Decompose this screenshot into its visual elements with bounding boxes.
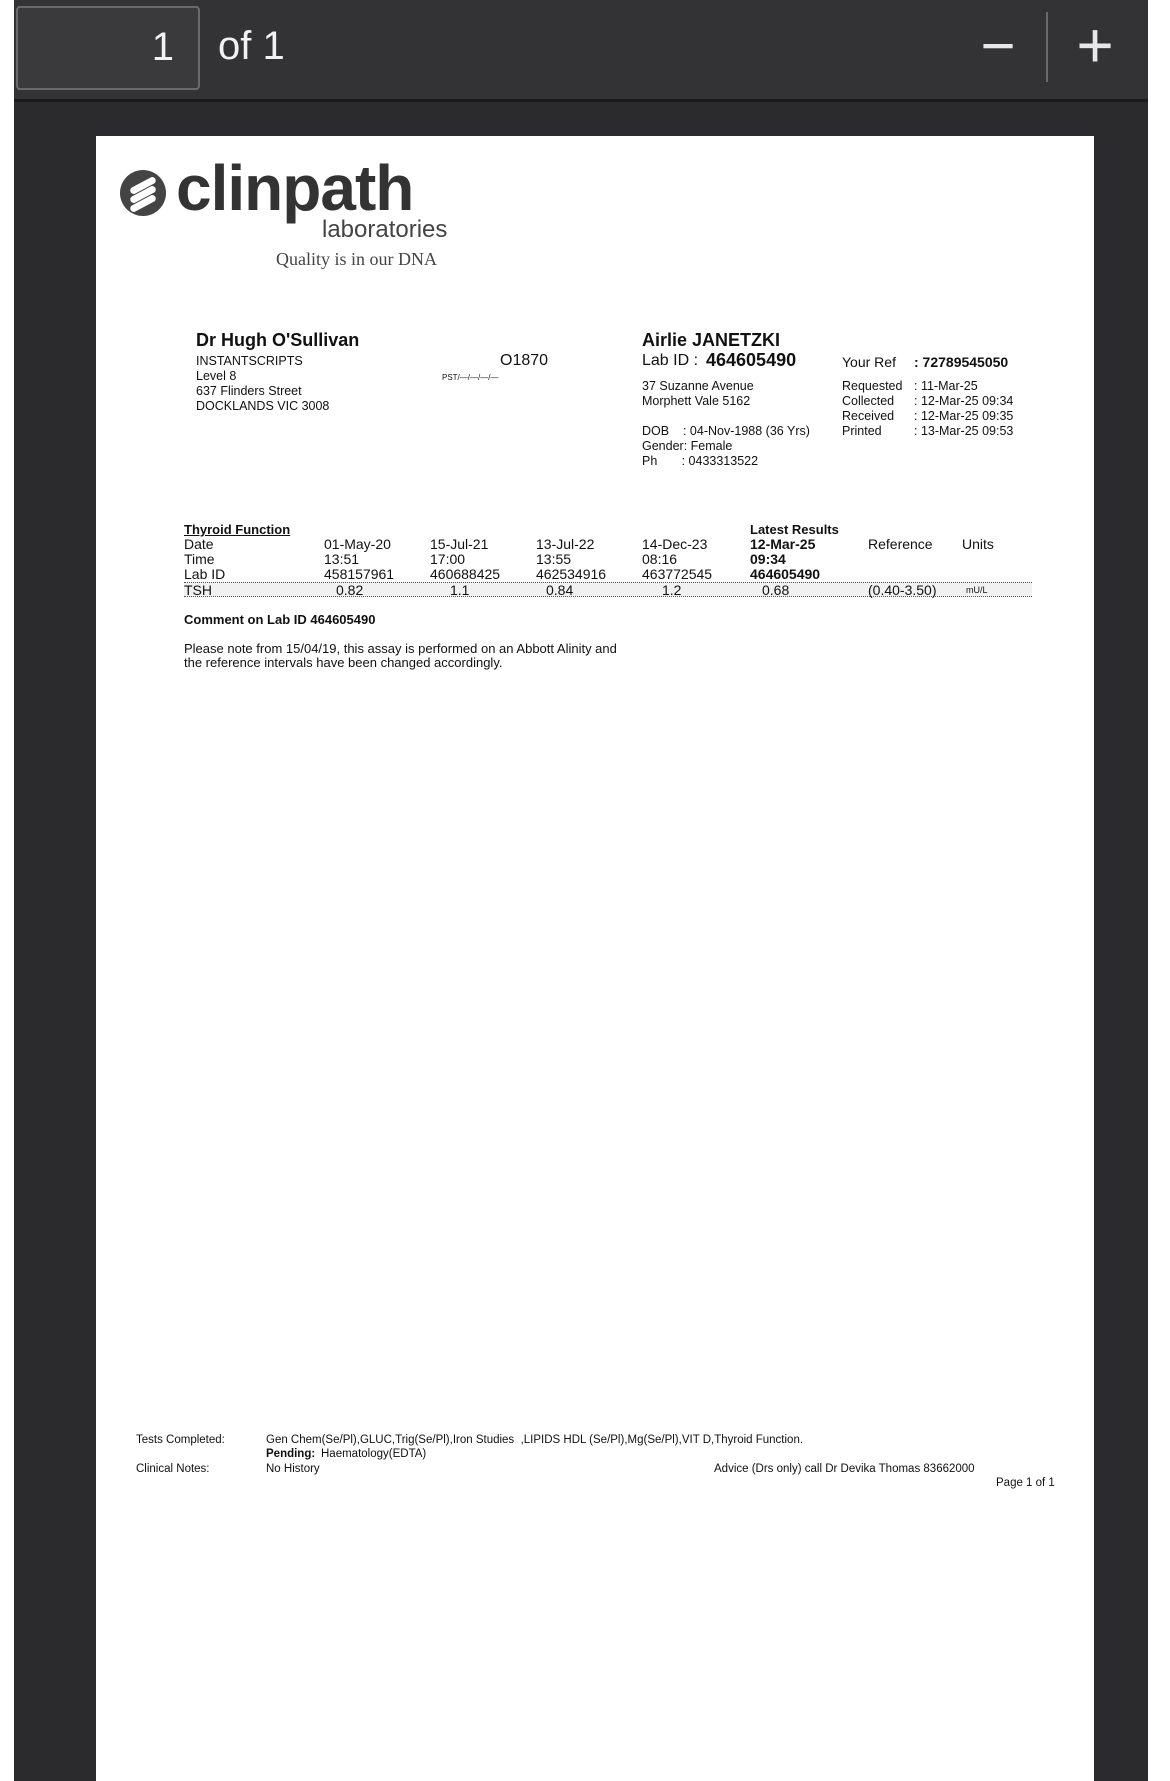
- printed-value: : 13-Mar-25 09:53: [914, 424, 1014, 438]
- results-section-title: Thyroid Function: [184, 522, 291, 537]
- clinical-notes-value: No History: [266, 1463, 320, 1475]
- tests-completed-label: Tests Completed:: [136, 1434, 225, 1446]
- doctor-address-line3: DOCKLANDS VIC 3008: [196, 399, 330, 413]
- table-cell-latest: 0.68: [762, 582, 790, 598]
- requested-value: : 11-Mar-25: [914, 379, 978, 393]
- units-header: Units: [962, 536, 994, 552]
- viewer-toolbar: [14, 0, 1148, 102]
- page-count-label: of 1: [218, 24, 285, 68]
- row-label-lab-id: Lab ID: [184, 566, 226, 582]
- table-cell: 15-Jul-21: [430, 536, 489, 552]
- latest-results-label: Latest Results: [750, 522, 839, 537]
- patient-name: Airlie JANETZKI: [642, 330, 781, 350]
- table-cell: 1.2: [662, 582, 682, 598]
- table-cell: 17:00: [430, 551, 466, 567]
- table-cell: 13:55: [536, 551, 572, 567]
- table-cell: 14-Dec-23: [642, 536, 708, 552]
- your-ref-value: : 72789545050: [914, 354, 1009, 370]
- patient-dob: DOB : 04-Nov-1988 (36 Yrs): [642, 424, 810, 438]
- doctor-practice: INSTANTSCRIPTS: [196, 354, 303, 368]
- pending-value: Haematology(EDTA): [321, 1448, 427, 1460]
- table-cell: 462534916: [536, 566, 607, 582]
- table-cell: 460688425: [430, 566, 501, 582]
- received-value: : 12-Mar-25 09:35: [914, 409, 1014, 423]
- zoom-in-button[interactable]: +: [1076, 9, 1114, 81]
- comment-line1: Please note from 15/04/19, this assay is performed on an Abbott Alinity and: [184, 641, 617, 656]
- doctor-address-line2: 637 Flinders Street: [196, 384, 302, 398]
- table-cell: 0.84: [546, 582, 574, 598]
- table-cell: 0.82: [336, 582, 364, 598]
- comment-line2: the reference intervals have been changed accordingly.: [184, 655, 503, 670]
- page-number-input[interactable]: 1: [16, 6, 200, 90]
- pending-label: Pending:: [266, 1448, 316, 1460]
- table-cell-latest: 09:34: [750, 551, 786, 567]
- reference-header: Reference: [868, 536, 933, 552]
- doctor-name: Dr Hugh O'Sullivan: [196, 330, 360, 350]
- table-cell: 458157961: [324, 566, 395, 582]
- table-row-tsh: [184, 582, 1032, 597]
- row-label-date: Date: [184, 536, 214, 552]
- table-cell: 1.1: [450, 582, 470, 598]
- advice-text: Advice (Drs only) call Dr Devika Thomas 83662000: [714, 1463, 975, 1475]
- patient-gender: Gender: Female: [642, 439, 733, 453]
- zoom-out-button[interactable]: −: [980, 12, 1016, 79]
- table-cell-latest: 12-Mar-25: [750, 536, 816, 552]
- requested-label: Requested: [842, 379, 903, 393]
- doctor-address-line1: Level 8: [196, 369, 237, 383]
- tsh-reference: (0.40-3.50): [868, 582, 937, 598]
- patient-address-line2: Morphett Vale 5162: [642, 394, 751, 408]
- clinical-notes-label: Clinical Notes:: [136, 1463, 210, 1475]
- page-number-footer: Page 1 of 1: [996, 1477, 1055, 1489]
- table-cell: 13:51: [324, 551, 360, 567]
- row-label-time: Time: [184, 551, 215, 567]
- patient-address-line1: 37 Suzanne Avenue: [642, 379, 754, 393]
- tsh-units: mU/L: [966, 585, 988, 595]
- received-label: Received: [842, 409, 895, 423]
- table-cell: 01-May-20: [324, 536, 391, 552]
- tests-completed-value: Gen Chem(Se/Pl),GLUC,Trig(Se/Pl),Iron Studies ,LIPIDS HDL (Se/Pl),Mg(Se/Pl),VIT D,Thyroid Function.: [266, 1434, 804, 1446]
- pst-code: PST/—/—/—/—: [442, 373, 499, 382]
- pdf-page: [96, 136, 1094, 1781]
- your-ref-label: Your Ref: [842, 354, 896, 370]
- pdf-viewer: [14, 0, 1148, 1781]
- doctor-code: O1870: [500, 352, 549, 369]
- collected-label: Collected: [842, 394, 895, 408]
- logo-tagline: Quality is in our DNA: [276, 249, 437, 269]
- table-cell: 13-Jul-22: [536, 536, 595, 552]
- patient-phone: Ph : 0433313522: [642, 454, 759, 468]
- comment-heading: Comment on Lab ID 464605490: [184, 612, 376, 627]
- clinpath-logo-icon: [120, 170, 166, 216]
- patient-lab-id: 464605490: [706, 350, 797, 370]
- row-label-tsh: TSH: [184, 582, 212, 598]
- printed-label: Printed: [842, 424, 882, 438]
- table-cell: 463772545: [642, 566, 713, 582]
- zoom-divider: [1046, 12, 1048, 82]
- logo-wordmark: clinpath: [176, 152, 414, 224]
- patient-lab-id-label: Lab ID :: [642, 352, 699, 369]
- collected-value: : 12-Mar-25 09:34: [914, 394, 1014, 408]
- table-cell-latest: 464605490: [750, 566, 821, 582]
- logo-subtitle: laboratories: [322, 216, 448, 243]
- table-cell: 08:16: [642, 551, 678, 567]
